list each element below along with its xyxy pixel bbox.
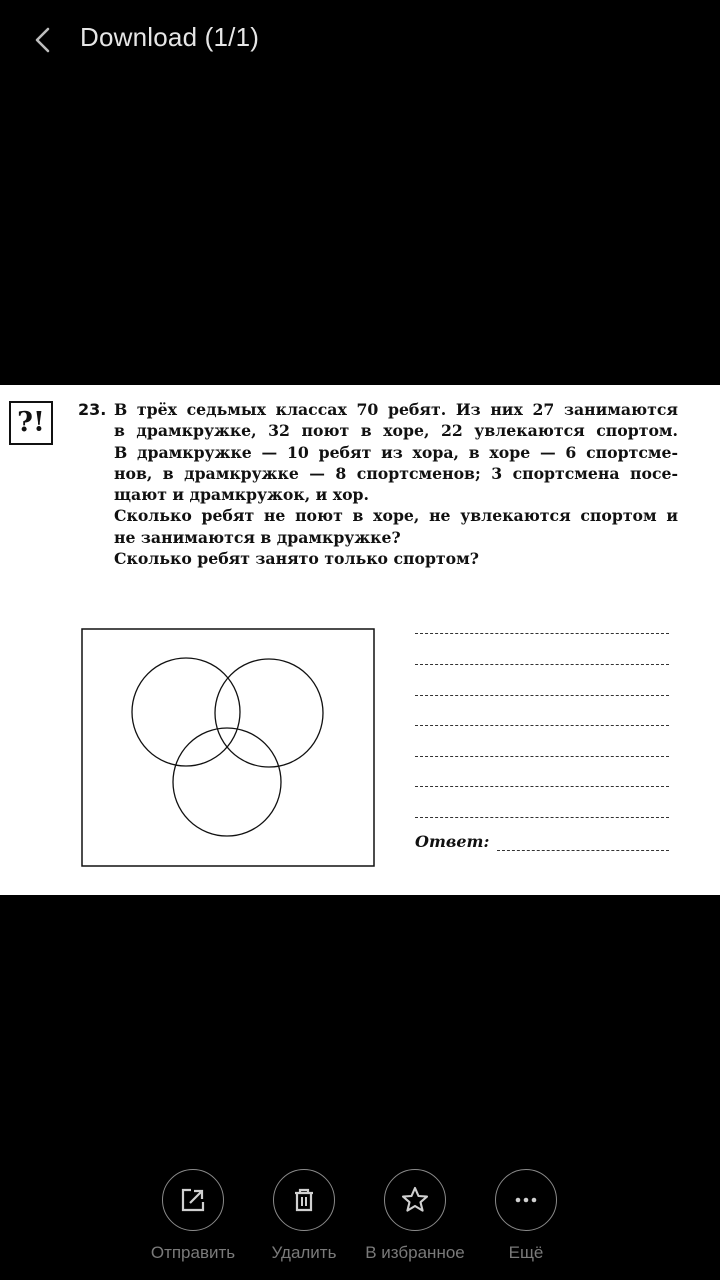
star-icon (400, 1185, 430, 1215)
answer-dash-line (497, 850, 669, 851)
problem-line: Сколько ребят не поют в хоре, не увлекаются спортом и (114, 506, 678, 526)
favorite-button[interactable] (360, 1169, 470, 1279)
top-bar (0, 0, 720, 82)
question-badge: ?! (9, 401, 53, 445)
venn-diagram (81, 628, 377, 868)
delete-label: Удалить (271, 1243, 337, 1262)
problem-number: 23. (78, 400, 107, 419)
more-button-circle (495, 1169, 557, 1231)
problem-line: нов, в драмкружке — 8 спортсменов; 3 спортсмена посе- (114, 463, 678, 483)
share-button-circle (162, 1169, 224, 1231)
more-icon (511, 1185, 541, 1215)
delete-button[interactable] (249, 1169, 359, 1279)
answer-label: Ответ: (415, 832, 490, 851)
answer-dash-line (415, 786, 669, 787)
more-label: Ещё (508, 1243, 544, 1262)
venn-circle-right (215, 659, 323, 767)
trash-icon (289, 1185, 319, 1215)
share-button[interactable] (138, 1169, 248, 1279)
chevron-left-icon (26, 22, 62, 58)
favorite-button-circle (384, 1169, 446, 1231)
problem-line: В драмкружке — 10 ребят из хора, в хоре — 6 спортсме- (114, 442, 678, 462)
answer-dash-line (415, 695, 669, 696)
more-button[interactable] (471, 1169, 581, 1279)
answer-dash-line (415, 756, 669, 757)
problem-line: Сколько ребят занято только спортом? (114, 549, 479, 569)
delete-button-circle (273, 1169, 335, 1231)
problem-line: не занимаются в драмкружке? (114, 527, 401, 547)
answer-dash-line (415, 664, 669, 665)
back-button[interactable] (26, 22, 62, 58)
page-title: Download (1/1) (80, 22, 260, 52)
answer-dash-line (415, 725, 669, 726)
problem-line: в драмкружке, 32 поют в хоре, 22 увлекаются спортом. (114, 421, 678, 441)
problem-text (78, 399, 678, 569)
bottom-toolbar (0, 1160, 720, 1280)
venn-circle-bottom (173, 728, 281, 836)
answer-dash-line (415, 817, 669, 818)
share-icon (178, 1185, 208, 1215)
document-image (0, 385, 720, 895)
venn-circle-left (132, 658, 240, 766)
favorite-label: В избранное (365, 1243, 465, 1262)
share-label: Отправить (150, 1243, 236, 1262)
problem-line: В трёх седьмых классах 70 ребят. Из них 27 занимаются (114, 400, 678, 419)
problem-line: щают и драмкружок, и хор. (114, 485, 369, 505)
answer-dash-line (415, 633, 669, 634)
